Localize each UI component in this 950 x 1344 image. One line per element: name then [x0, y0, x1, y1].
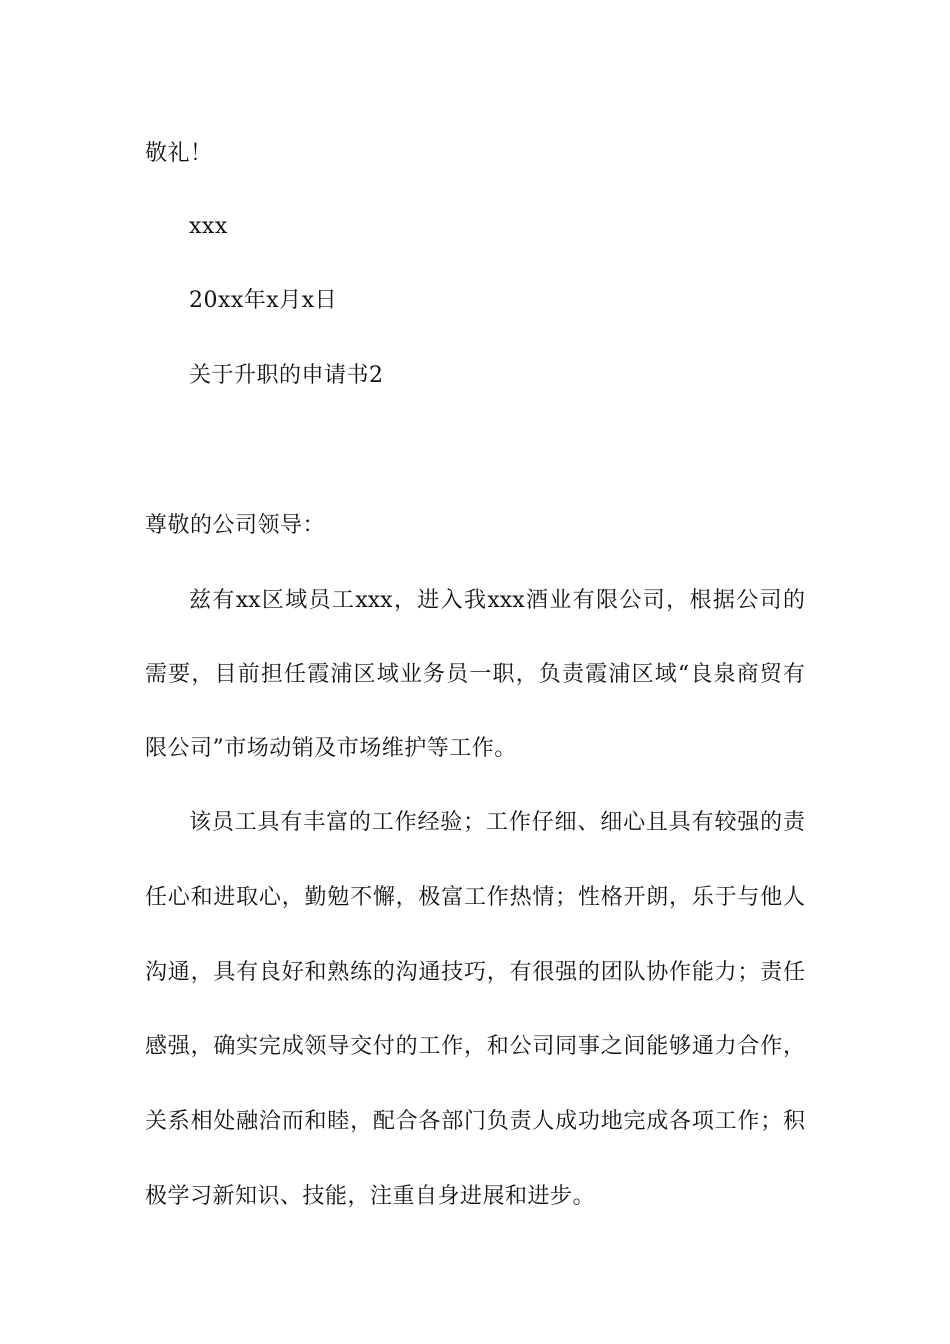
body-line: 兹有xx区域员工xxx，进入我xxx酒业有限公司，根据公司的: [189, 588, 805, 613]
body-line: 需要，目前担任霞浦区域业务员一职，负责霞浦区域“良泉商贸有: [145, 662, 805, 687]
body-line: 任心和进取心，勤勉不懈，极富工作热情；性格开朗，乐于与他人: [145, 885, 805, 910]
closing-salute: 敬礼！: [145, 141, 213, 166]
body-line: 感强，确实完成领导交付的工作，和公司同事之间能够通力合作，: [145, 1034, 805, 1059]
letter-date: 20xx年x月x日: [189, 288, 338, 313]
body-line: 限公司”市场动销及市场维护等工作。: [145, 736, 517, 761]
body-line: 关系相处融洽而和睦，配合各部门负责人成功地完成各项工作；积: [145, 1109, 805, 1134]
body-line: 极学习新知识、技能，注重自身进展和进步。: [145, 1184, 596, 1209]
body-line: 沟通，具有良好和熟练的沟通技巧，有很强的团队协作能力；责任: [145, 960, 805, 985]
body-line: 该员工具有丰富的工作经验；工作仔细、细心且具有较强的责: [189, 810, 805, 835]
greeting: 尊敬的公司领导：: [145, 513, 326, 538]
section-title: 关于升职的申请书2: [189, 363, 384, 388]
signer-name: xxx: [189, 214, 228, 239]
